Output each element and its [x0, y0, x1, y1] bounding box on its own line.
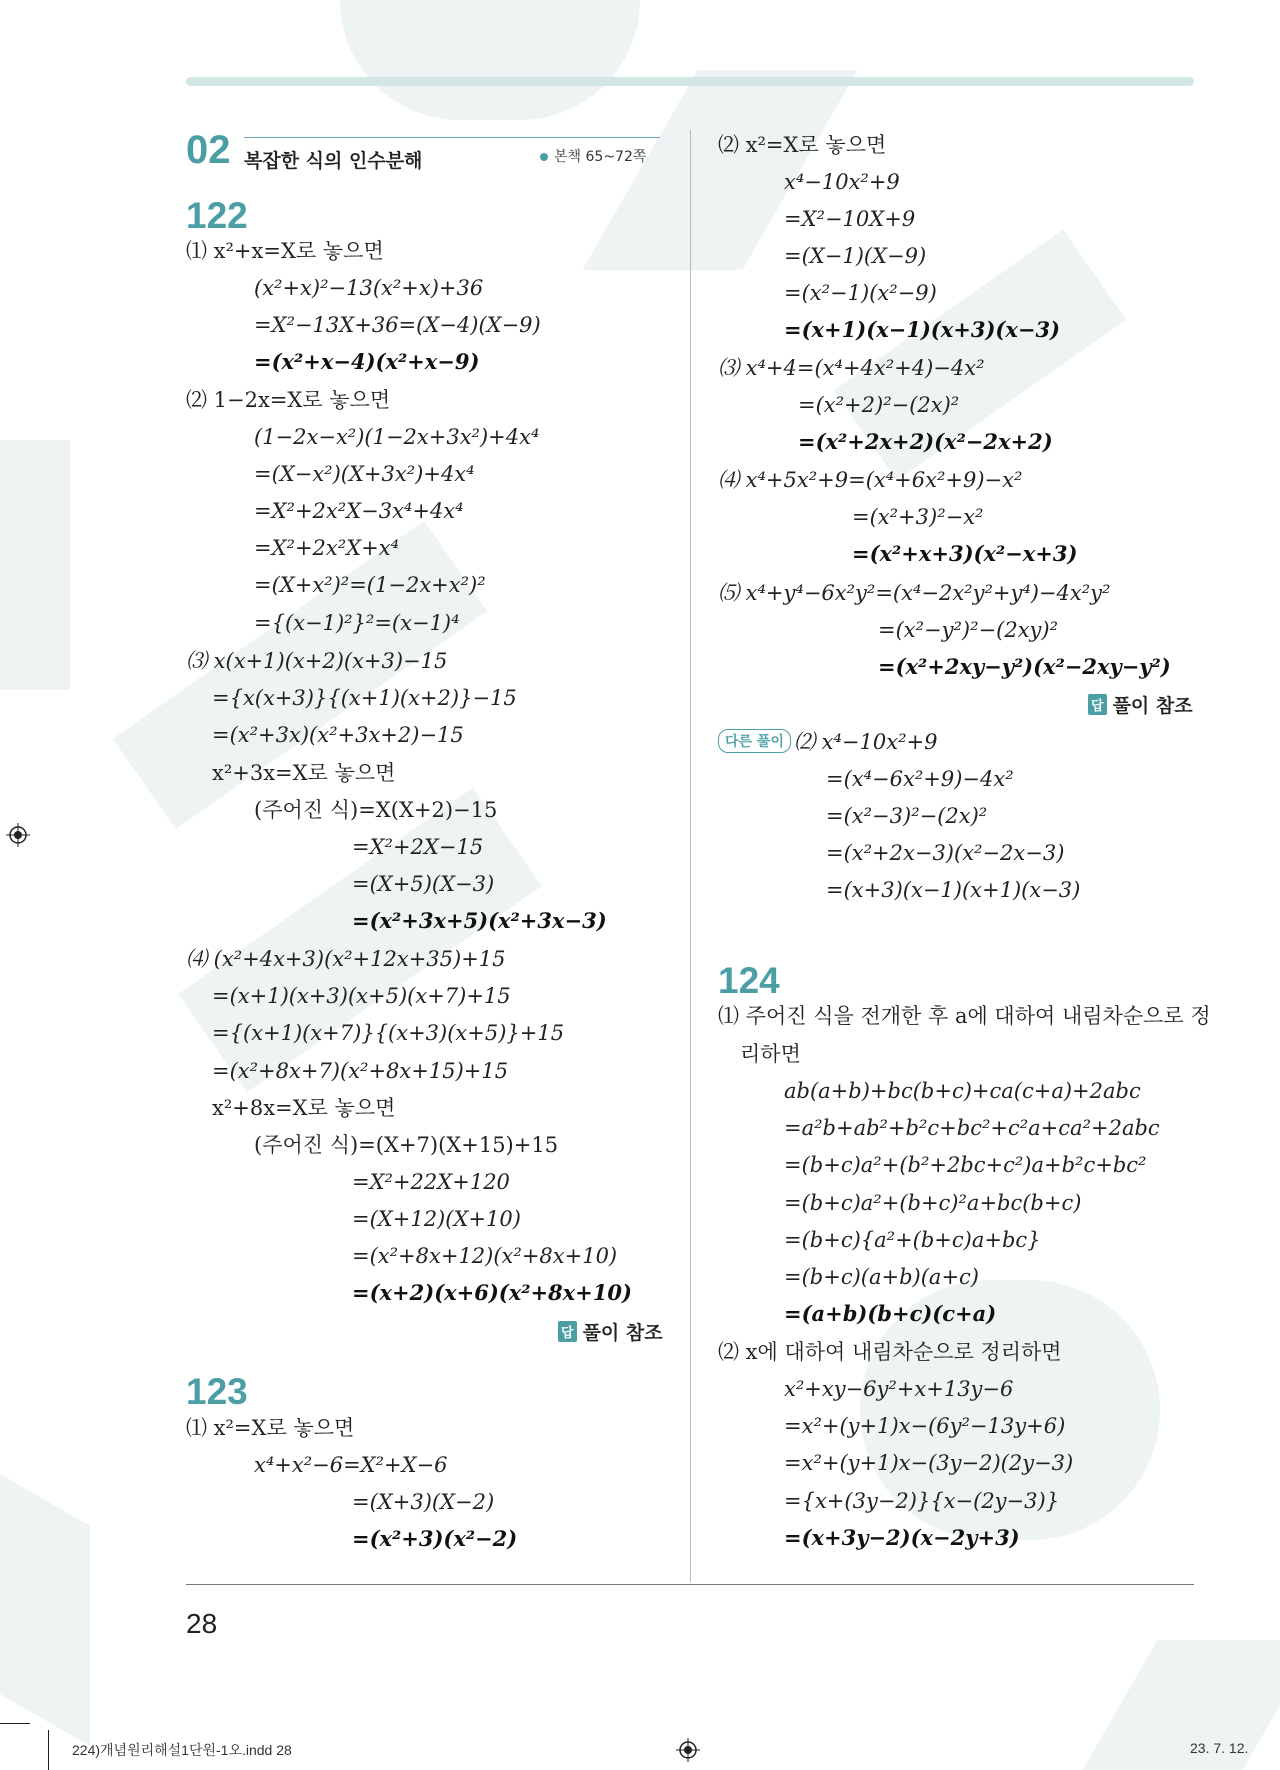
problem-number-123: 123 [186, 1371, 248, 1412]
math-line: x²+8x=X로 놓으면 [212, 1096, 396, 1120]
problem-number-122: 122 [186, 195, 248, 236]
math-line: =(x²+3x)(x²+3x+2)−15 [212, 723, 464, 747]
math-line: =X²+2X−15 [352, 835, 484, 859]
math-line: (1−2x−x²)(1−2x+3x²)+4x⁴ [254, 425, 540, 449]
math-line: =(X−1)(X−9) [784, 244, 927, 268]
answer-text-122: 풀이 참조 [582, 1322, 663, 1344]
math-line: =(x²+x−4)(x²+x−9) [254, 349, 480, 374]
math-line: =(X+12)(X+10) [352, 1207, 521, 1231]
math-line: =(X+5)(X−3) [352, 872, 495, 896]
math-line: ⑵ x²=X로 놓으면 [718, 133, 887, 157]
math-line: 리하면 [740, 1042, 801, 1066]
math-line: ⑴ x²+x=X로 놓으면 [186, 239, 384, 263]
math-line: ={x(x+3)}{(x+1)(x+2)}−15 [212, 686, 517, 710]
math-line: =X²+2x²X+x⁴ [254, 536, 399, 560]
math-line: ⑸ x⁴+y⁴−6x²y²=(x⁴−2x²y²+y⁴)−4x²y² [718, 581, 1111, 605]
math-line: =(x²−3)²−(2x)² [826, 804, 988, 828]
answer-badge-122: 답 [558, 1321, 577, 1342]
math-line: ={(x−1)²}²=(x−1)⁴ [254, 611, 460, 635]
math-line: =x²+(y+1)x−(6y²−13y+6) [784, 1414, 1066, 1438]
section-number: 02 [186, 128, 231, 172]
math-line: =(x+2)(x+6)(x²+8x+10) [352, 1280, 632, 1305]
math-line: =X²+2x²X−3x⁴+4x⁴ [254, 499, 464, 523]
math-line: =x²+(y+1)x−(3y−2)(2y−3) [784, 1451, 1074, 1475]
bullet-icon [540, 153, 548, 161]
math-line: ⑶ x(x+1)(x+2)(x+3)−15 [186, 649, 448, 673]
math-line: =(x²+x+3)(x²−x+3) [852, 541, 1078, 566]
math-line: x⁴+x²−6=X²+X−6 [254, 1453, 448, 1477]
math-line: =(x⁴−6x²+9)−4x² [826, 767, 1014, 791]
math-line: (x²+x)²−13(x²+x)+36 [254, 276, 484, 300]
registration-mark-icon [676, 1738, 700, 1762]
page-number: 28 [186, 1608, 218, 1639]
watermark-shape [0, 1474, 90, 1746]
math-line: ⑵ x에 대하여 내림차순으로 정리하면 [718, 1340, 1062, 1364]
math-line: =(x²+2x−3)(x²−2x−3) [826, 841, 1065, 865]
math-line: =(x²+3)(x²−2) [352, 1526, 518, 1551]
math-line: =(x²−1)(x²−9) [784, 281, 937, 305]
math-line: =a²b+ab²+b²c+bc²+c²a+ca²+2abc [784, 1116, 1160, 1140]
math-line: =(x²+8x+7)(x²+8x+15)+15 [212, 1059, 509, 1083]
math-line: =(x²+3)²−x² [852, 505, 984, 529]
math-line: ={(x+1)(x+7)}{(x+3)(x+5)}+15 [212, 1021, 565, 1045]
math-line: =(x²+8x+12)(x²+8x+10) [352, 1244, 618, 1268]
math-line: =(a+b)(b+c)(c+a) [784, 1301, 997, 1326]
math-line: ⑶ x⁴+4=(x⁴+4x²+4)−4x² [718, 356, 985, 380]
section-reference-text: 본책 65~72쪽 [554, 149, 647, 165]
math-line: =(b+c)(a+b)(a+c) [784, 1265, 979, 1289]
section-title: 복잡한 식의 인수분해 [244, 150, 423, 172]
bottom-rule [186, 1584, 1194, 1585]
math-line: ⑵ 1−2x=X로 놓으면 [186, 388, 391, 412]
footer-file: 224)개념원리해설1단원-1오.indd 28 [72, 1742, 292, 1758]
section-rule [244, 137, 660, 138]
math-line: =(x+1)(x+3)(x+5)(x+7)+15 [212, 984, 511, 1008]
math-line: ⑷ x⁴+5x²+9=(x⁴+6x²+9)−x² [718, 468, 1023, 492]
alt-solution-badge: 다른 풀이 [718, 729, 791, 753]
watermark-shape [340, 0, 640, 120]
math-line: ⑴ 주어진 식을 전개한 후 a에 대하여 내림차순으로 정 [718, 1004, 1211, 1028]
math-line: x²+3x=X로 놓으면 [212, 761, 396, 785]
math-line: =(x²+2xy−y²)(x²−2xy−y²) [878, 654, 1171, 679]
answer-line-122 [558, 1318, 663, 1345]
crop-mark [48, 1730, 49, 1770]
math-line: ⑷ (x²+4x+3)(x²+12x+35)+15 [186, 947, 506, 971]
registration-mark-icon [6, 823, 30, 847]
footer-date: 23. 7. 12. [1190, 1740, 1249, 1756]
section-reference [540, 146, 646, 166]
top-bar [186, 77, 1194, 86]
math-line: =X²+22X+120 [352, 1170, 510, 1194]
column-divider [690, 130, 691, 1582]
crop-mark [0, 1723, 30, 1724]
math-line: ⑵ x⁴−10x²+9 [794, 730, 938, 754]
math-line: x²+xy−6y²+x+13y−6 [784, 1377, 1014, 1401]
math-line: =(X+3)(X−2) [352, 1490, 495, 1514]
math-line: (주어진 식)=X(X+2)−15 [254, 798, 498, 822]
answer-line-123 [1088, 691, 1193, 718]
math-line: ⑴ x²=X로 놓으면 [186, 1416, 355, 1440]
math-line: =X²−13X+36=(X−4)(X−9) [254, 313, 541, 337]
math-line: =(x²+3x+5)(x²+3x−3) [352, 908, 607, 933]
answer-text-123: 풀이 참조 [1112, 695, 1193, 717]
watermark-shape [1082, 1640, 1280, 1770]
watermark-shape [0, 440, 70, 690]
math-line: =(x+3y−2)(x−2y+3) [784, 1525, 1020, 1550]
math-line: =(x²+2x+2)(x²−2x+2) [798, 429, 1053, 454]
math-line: ab(a+b)+bc(b+c)+ca(c+a)+2abc [784, 1079, 1141, 1103]
math-line: =(b+c)a²+(b²+2bc+c²)a+b²c+bc² [784, 1153, 1147, 1177]
math-line: =(b+c)a²+(b+c)²a+bc(b+c) [784, 1191, 1082, 1215]
answer-badge-123: 답 [1088, 694, 1107, 715]
math-line: =(X−x²)(X+3x²)+4x⁴ [254, 462, 475, 486]
math-line: =(X+x²)²=(1−2x+x²)² [254, 573, 486, 597]
math-line: x⁴−10x²+9 [784, 170, 900, 194]
math-line: =X²−10X+9 [784, 207, 916, 231]
math-line: =(x+3)(x−1)(x+1)(x−3) [826, 878, 1081, 902]
problem-number-124: 124 [718, 960, 780, 1001]
math-line: =(x²−y²)²−(2xy)² [878, 618, 1059, 642]
math-line: (주어진 식)=(X+7)(X+15)+15 [254, 1133, 559, 1157]
math-line: =(x+1)(x−1)(x+3)(x−3) [784, 317, 1060, 342]
math-line: =(x²+2)²−(2x)² [798, 393, 960, 417]
math-line: ={x+(3y−2)}{x−(2y−3)} [784, 1489, 1060, 1513]
math-line: =(b+c){a²+(b+c)a+bc} [784, 1228, 1041, 1252]
